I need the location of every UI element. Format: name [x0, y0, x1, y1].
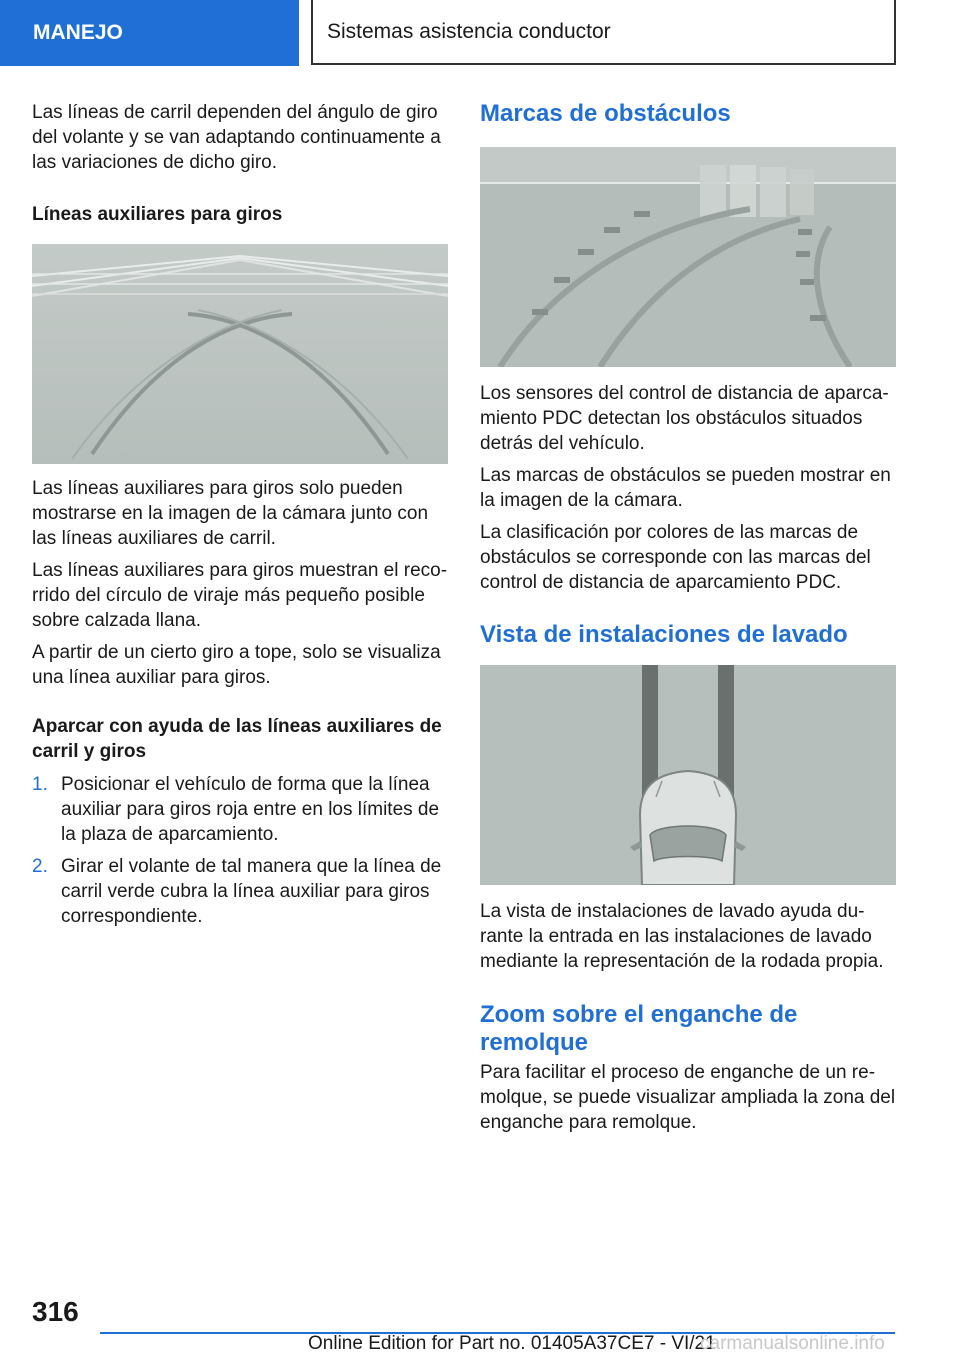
step-text: Posicionar el vehículo de forma que la línea auxiliar para giros roja entre en los límites de la plaza de aparcamiento. — [61, 774, 440, 845]
turn-lines-camera-image — [32, 244, 448, 464]
obstacle-marks-camera-image — [480, 147, 896, 367]
turn-lines-paragraph-3: A partir de un cierto giro a tope, solo se visualiza una línea auxiliar para giros. — [32, 642, 441, 688]
heading-car-wash-view: Vista de instalaciones de lavado — [480, 621, 848, 648]
heading-turn-lines: Líneas auxiliares para giros — [32, 204, 283, 225]
step-number: 2. — [32, 856, 48, 877]
obstacle-paragraph-1: Los sensores del control de distancia de aparcamiento PDC detectan los obstáculos situados detrás del vehículo. — [480, 383, 889, 454]
intro-paragraph: Las líneas de carril dependen del ángulo de giro del volante y se van adaptando continuamente a las variaciones de dicho giro. — [32, 102, 441, 173]
watermark: carmanualsonline.info — [700, 1333, 885, 1354]
page-number: 316 — [32, 1296, 79, 1327]
turn-lines-paragraph-2: Las líneas auxiliares para giros muestran el recorrido del círculo de viraje más pequeño posible sobre calzada llana. — [32, 560, 448, 631]
car-wash-paragraph: La vista de instalaciones de lavado ayuda durante la entrada en las instalaciones de lavado mediante la representación de la rodada propia. — [480, 901, 884, 972]
car-wash-view-image — [480, 665, 896, 885]
heading-parking: Aparcar con ayuda de las líneas auxiliares de carril y giros — [32, 716, 442, 762]
list-item — [32, 854, 448, 929]
chapter-title: Sistemas asistencia conductor — [327, 19, 611, 43]
right-column — [480, 100, 896, 1142]
trailer-hitch-paragraph: Para facilitar el proceso de enganche de un remolque, se puede visualizar ampliada la zona del enganche para remolque. — [480, 1062, 896, 1133]
parking-steps-list — [32, 772, 448, 929]
step-number: 1. — [32, 774, 48, 795]
footer-edition: Online Edition for Part no. 01405A37CE7 - VI/21 — [308, 1333, 716, 1354]
left-column — [32, 100, 448, 936]
list-item — [32, 772, 448, 847]
section-title: MANEJO — [33, 21, 123, 44]
heading-trailer-hitch-zoom: Zoom sobre el enganche de remolque — [480, 1001, 798, 1056]
step-text: Girar el volante de tal manera que la línea de carril verde cubra la línea auxiliar para giros correspondiente. — [61, 856, 442, 927]
heading-obstacle-marks: Marcas de obstáculos — [480, 100, 731, 127]
chapter-header — [311, 0, 896, 65]
section-tab[interactable] — [0, 0, 299, 66]
obstacle-paragraph-2: Las marcas de obstáculos se pueden mostrar en la imagen de la cámara. — [480, 465, 891, 511]
obstacle-paragraph-3: La clasificación por colores de las marcas de obstáculos se corresponde con las marcas del control de distancia de aparcamiento PDC. — [480, 522, 871, 593]
turn-lines-paragraph-1: Las líneas auxiliares para giros solo pueden mostrarse en la imagen de la cámara junto con las líneas auxiliares de carril. — [32, 478, 429, 549]
